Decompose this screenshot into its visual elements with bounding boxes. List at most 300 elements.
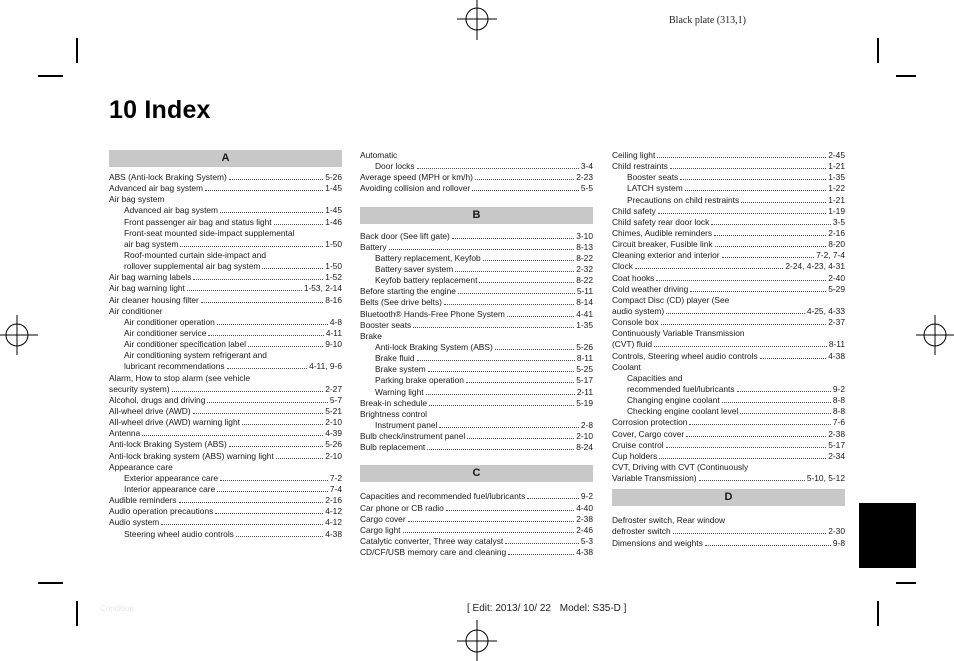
index-entry [612,417,845,428]
index-subentry [612,406,845,417]
entry-label: Ceiling light [612,150,656,160]
index-subentry [109,339,342,350]
entry-page-ref: 5-26 [325,439,342,450]
dot-leader [220,212,323,213]
index-subentry [360,275,593,286]
index-subentry [612,195,845,206]
entry-page-ref: 2-10 [325,417,342,428]
entry-page-ref: 2-37 [828,317,845,328]
entry-page-ref: 4-38 [325,528,342,539]
index-subentry [109,317,342,328]
index-entry [109,462,342,473]
entry-label: Exterior appearance care [124,472,219,483]
entry-label: Air cleaner housing filter [109,294,199,305]
entry-label: Air conditioner operation [124,316,215,327]
registration-mark-icon [452,0,502,40]
entry-label: air bag system [124,238,179,249]
index-subentry [360,353,593,364]
dot-leader [508,554,574,555]
dot-leader [661,324,827,325]
index-subentry [109,217,342,228]
entry-page-ref: 2-23 [576,172,593,183]
entry-label: CVT, Driving with CVT (Continuously [612,461,749,472]
entry-label: Door locks [375,161,415,172]
entry-label: Chimes, Audible reminders [612,227,713,238]
dot-leader [722,257,815,258]
entry-label: Break-in schedule [360,397,428,408]
index-subentry [109,205,342,216]
entry-label: Child safety rear door lock [612,216,710,227]
dot-leader [699,480,805,481]
entry-label: Brake [360,330,382,341]
dot-leader [659,458,826,459]
entry-label: Back door (See lift gate) [360,230,450,241]
index-entry [109,495,342,506]
entry-label: Bulb replacement [360,442,426,453]
dot-leader [741,202,826,203]
dot-leader [426,394,575,395]
entry-page-ref: 8-24 [576,442,593,453]
index-entry [612,228,845,239]
entry-page-ref: 5-21 [325,405,342,416]
entry-page-ref: 8-20 [828,239,845,250]
entry-page-ref: 2-24, 4-23, 4-31 [785,261,845,272]
index-subentry [360,375,593,386]
entry-page-ref: 1-50 [325,261,342,272]
index-entry [109,506,342,517]
entry-page-ref: 9-10 [325,339,342,350]
index-entry [612,526,845,537]
entry-page-ref: 1-46 [325,216,342,227]
entry-label: Anti-lock Braking System (ABS) [375,341,493,352]
dot-leader [262,268,323,269]
index-subentry [109,350,342,361]
crop-mark [76,601,78,626]
index-subentry [109,250,342,261]
dot-leader [658,213,826,214]
crop-mark [877,38,879,63]
index-subentry [612,384,845,395]
index-entry [360,242,593,253]
index-entry [360,409,593,420]
entry-label: Child restraints [612,161,668,172]
crop-mark [877,601,879,626]
dot-leader [689,424,830,425]
entry-label: Advanced air bag system [109,183,204,194]
entry-label: Controls, Steering wheel audio controls [612,350,758,361]
entry-label: Parking brake operation [375,375,464,386]
entry-page-ref: 5-26 [576,341,593,352]
dot-leader [207,402,328,403]
dot-leader [635,268,783,269]
entry-page-ref: 1-21 [828,194,845,205]
registration-mark-icon [452,620,502,661]
entry-label: Changing engine coolant [627,395,720,406]
entry-label: Avoiding collision and rollover [360,183,471,194]
entry-label: Circuit breaker, Fusible link [612,239,713,250]
entry-label: Audible reminders [109,495,177,506]
entry-page-ref: 2-34 [828,450,845,461]
dot-leader [217,324,328,325]
index-entry [109,272,342,283]
dot-leader [408,521,575,522]
entry-label: Air conditioning system refrigerant and [124,350,267,361]
entry-label: Continuously Variable Transmission [612,328,745,339]
index-entry [360,231,593,242]
entry-page-ref: 4-8 [329,316,342,327]
dot-leader [690,291,826,292]
entry-label: Catalytic converter, Three way catalyst [360,535,504,546]
dot-leader [670,168,826,169]
crop-mark [896,582,916,584]
entry-label: Keyfob battery replacement [375,275,478,286]
entry-page-ref: 2-27 [325,383,342,394]
index-entry [360,150,593,161]
entry-label: Audio system [109,517,160,528]
edit-date: [ Edit: 2013/ 10/ 22 [467,603,551,614]
index-subentry [360,342,593,353]
entry-label: Alarm, How to stop alarm (see vehicle [109,372,251,383]
entry-label: Air conditioner [109,305,163,316]
entry-label: Cruise control [612,439,664,450]
index-entry [612,217,845,228]
entry-label: Cargo light [360,524,401,535]
entry-label: Precautions on child restraints [627,194,740,205]
dot-leader [229,179,323,180]
entry-page-ref: 4-39 [325,428,342,439]
dot-leader [429,405,574,406]
dot-leader [495,349,574,350]
index-subentry [612,183,845,194]
index-entry [612,317,845,328]
entry-page-ref: 7-2, 7-4 [816,250,845,261]
section-header-c: C [360,465,593,482]
index-entry [360,491,593,502]
entry-page-ref: 1-52 [325,272,342,283]
dot-leader [467,438,574,439]
entry-page-ref: 1-50 [325,238,342,249]
dot-leader [505,543,579,544]
dot-leader [680,179,826,180]
entry-page-ref: 1-35 [828,172,845,183]
entry-label: Checking engine coolant level [627,406,739,417]
entry-label: security system) [109,383,170,394]
dot-leader [711,224,831,225]
entry-page-ref: 8-11 [576,353,593,364]
entry-label: Audio operation precautions [109,506,214,517]
index-entry [360,547,593,558]
entry-label: All-wheel drive (AWD) [109,405,191,416]
entry-page-ref: 5-5 [580,183,593,194]
entry-page-ref: 4-25, 4-33 [806,305,845,316]
index-subentry [109,228,342,239]
index-entry [109,517,342,528]
entry-page-ref: 2-16 [325,495,342,506]
index-entry [360,514,593,525]
index-entry [360,183,593,194]
index-entry [360,286,593,297]
entry-label: Roof-mounted curtain side-impact and [124,249,266,260]
index-column-1 [109,150,342,540]
entry-label: Steering wheel audio controls [124,528,234,539]
dot-leader [686,436,826,437]
dot-leader [142,435,323,436]
entry-label: LATCH system [627,183,683,194]
registration-mark-icon [0,310,40,360]
entry-label: All-wheel drive (AWD) warning light [109,417,240,428]
index-entry [612,206,845,217]
entry-page-ref: 8-8 [832,395,845,406]
entry-page-ref: 2-38 [576,513,593,524]
dot-leader [161,524,323,525]
entry-label: Warning light [375,386,424,397]
index-subentry [109,484,342,495]
dot-leader [229,446,323,447]
index-entry [109,406,342,417]
entry-page-ref: 5-7 [329,394,342,405]
dot-leader [656,280,826,281]
dot-leader [455,271,574,272]
index-entry [612,440,845,451]
entry-label: Brake fluid [375,353,415,364]
index-entry [360,172,593,183]
entry-label: Capacities and [627,372,683,383]
index-entry [109,439,342,450]
registration-mark-icon [914,310,954,360]
index-entry [612,273,845,284]
dot-leader [205,190,323,191]
entry-page-ref: 4-12 [325,506,342,517]
index-entry [360,442,593,453]
entry-label: Cargo cover [360,513,406,524]
dot-leader [242,424,323,425]
index-entry [612,161,845,172]
entry-label: Battery replacement, Keyfob [375,252,481,263]
index-entry [612,351,845,362]
entry-page-ref: 2-46 [576,524,593,535]
dot-leader [208,335,323,336]
entry-label: Booster seats [360,319,412,330]
index-subentry [360,161,593,172]
dot-leader [403,532,575,533]
entry-label: Coat hooks [612,272,655,283]
dot-leader [673,533,827,534]
entry-label: Brightness control [360,408,428,419]
dot-leader [483,260,575,261]
entry-page-ref: 7-2 [329,472,342,483]
entry-page-ref: 2-11 [576,386,593,397]
index-entry [109,373,342,384]
entry-page-ref: 1-45 [325,183,342,194]
entry-page-ref: 9-2 [580,491,593,502]
dot-leader [452,238,574,239]
entry-page-ref: 8-22 [576,252,593,263]
dot-leader [215,513,323,514]
dot-leader [760,358,827,359]
index-entry [612,295,845,306]
entry-label: Cleaning exterior and interior [612,250,720,261]
entry-page-ref: 8-8 [832,406,845,417]
index-entry [360,297,593,308]
index-subentry [109,529,342,540]
entry-label: Brake system [375,364,426,375]
model-label: Model: S35-D ] [559,603,627,614]
entry-page-ref: 2-32 [576,263,593,274]
entry-label: recommended fuel/lubricants [627,383,735,394]
dot-leader [236,536,323,537]
entry-label: Booster seats [627,172,679,183]
entry-page-ref: 4-38 [576,547,593,558]
index-entry [612,339,845,350]
dot-leader [439,427,579,428]
index-entry [612,306,845,317]
dot-leader [179,502,324,503]
dot-leader [193,279,323,280]
dot-leader [276,458,323,459]
dot-leader [417,168,579,169]
dot-leader [715,246,827,247]
entry-page-ref: 2-16 [828,227,845,238]
entry-page-ref: 2-30 [828,526,845,537]
index-entry [360,398,593,409]
crop-mark [76,38,78,63]
index-entry [109,283,342,294]
index-entry [612,462,845,473]
entry-page-ref: 5-17 [576,375,593,386]
entry-label: Coolant [612,361,641,372]
entry-page-ref: 1-21 [828,161,845,172]
dot-leader [705,545,831,546]
entry-label: rollover supplemental air bag system [124,261,261,272]
entry-page-ref: 1-19 [828,205,845,216]
dot-leader [413,327,574,328]
entry-label: Air bag warning light [109,283,185,294]
entry-label: Advanced air bag system [124,205,219,216]
index-entry [612,473,845,484]
dot-leader [427,449,574,450]
entry-label: Air conditioner specification label [124,339,246,350]
section-header-d: D [612,489,845,506]
entry-label: Air bag system [109,194,165,205]
index-subentry [360,264,593,275]
dot-leader [217,491,328,492]
dot-leader [666,313,805,314]
index-entry [360,331,593,342]
index-subentry [360,420,593,431]
entry-label: Child safety [612,205,656,216]
index-entry [612,328,845,339]
index-entry [612,284,845,295]
index-entry [612,515,845,526]
entry-page-ref: 8-11 [828,339,845,350]
entry-page-ref: 3-4 [580,161,593,172]
index-entry [109,428,342,439]
dot-leader [740,413,831,414]
dot-leader [472,190,579,191]
dot-leader [479,282,574,283]
entry-page-ref: 9-8 [832,537,845,548]
entry-label: Bluetooth® Hands-Free Phone System [360,308,505,319]
index-entry [109,172,342,183]
dot-leader [654,346,827,347]
index-entry [360,536,593,547]
entry-label: Air conditioner service [124,327,207,338]
index-entry [612,150,845,161]
index-subentry [109,361,342,372]
dot-leader [507,316,574,317]
index-subentry [109,473,342,484]
dot-leader [248,346,323,347]
entry-page-ref: 8-14 [576,297,593,308]
entry-label: Air bag warning labels [109,272,192,283]
entry-page-ref: 9-2 [832,383,845,394]
dot-leader [180,246,323,247]
index-subentry [612,373,845,384]
index-entry [612,538,845,549]
dot-leader [444,304,574,305]
entry-label: Antenna [109,428,141,439]
index-column-2 [360,150,593,558]
index-entry [109,194,342,205]
index-entry [612,429,845,440]
index-entry [109,417,342,428]
dot-leader [274,224,324,225]
entry-label: (CVT) fluid [612,339,653,350]
dot-leader [527,498,579,499]
crop-mark [896,75,916,77]
index-entry [109,451,342,462]
index-subentry [360,253,593,264]
dot-leader [722,402,831,403]
dot-leader [685,190,827,191]
entry-page-ref: 7-4 [329,483,342,494]
entry-label: Dimensions and weights [612,537,703,548]
entry-page-ref: 8-13 [576,241,593,252]
entry-label: Car phone or CB radio [360,502,444,513]
dot-leader [201,302,323,303]
entry-label: Cup holders [612,450,658,461]
entry-label: Battery [360,241,387,252]
index-entry [612,261,845,272]
entry-page-ref: 2-8 [580,419,593,430]
entry-page-ref: 1-22 [828,183,845,194]
entry-page-ref: 4-40 [576,502,593,513]
entry-label: Instrument panel [375,419,438,430]
entry-page-ref: 1-45 [325,205,342,216]
entry-label: audio system) [612,305,665,316]
entry-page-ref: 5-25 [576,364,593,375]
entry-page-ref: 3-5 [832,216,845,227]
entry-page-ref: 2-45 [828,150,845,160]
entry-label: Alcohol, drugs and driving [109,394,206,405]
entry-page-ref: 1-53, 2-14 [303,283,342,294]
entry-page-ref: 4-11 [325,327,342,338]
section-header-a: A [109,150,342,167]
entry-label: Battery saver system [375,263,454,274]
entry-page-ref: 8-22 [576,275,593,286]
entry-page-ref: 5-10, 5-12 [806,473,845,484]
section-header-b: B [360,207,593,224]
page-title: 10 Index [109,96,211,124]
entry-page-ref: 1-35 [576,319,593,330]
dot-leader [172,391,324,392]
dot-leader [737,391,831,392]
dot-leader [666,447,827,448]
entry-label: Front-seat mounted side-impact supplemental [124,227,295,238]
index-entry [360,320,593,331]
dot-leader [417,360,575,361]
index-entry [109,295,342,306]
